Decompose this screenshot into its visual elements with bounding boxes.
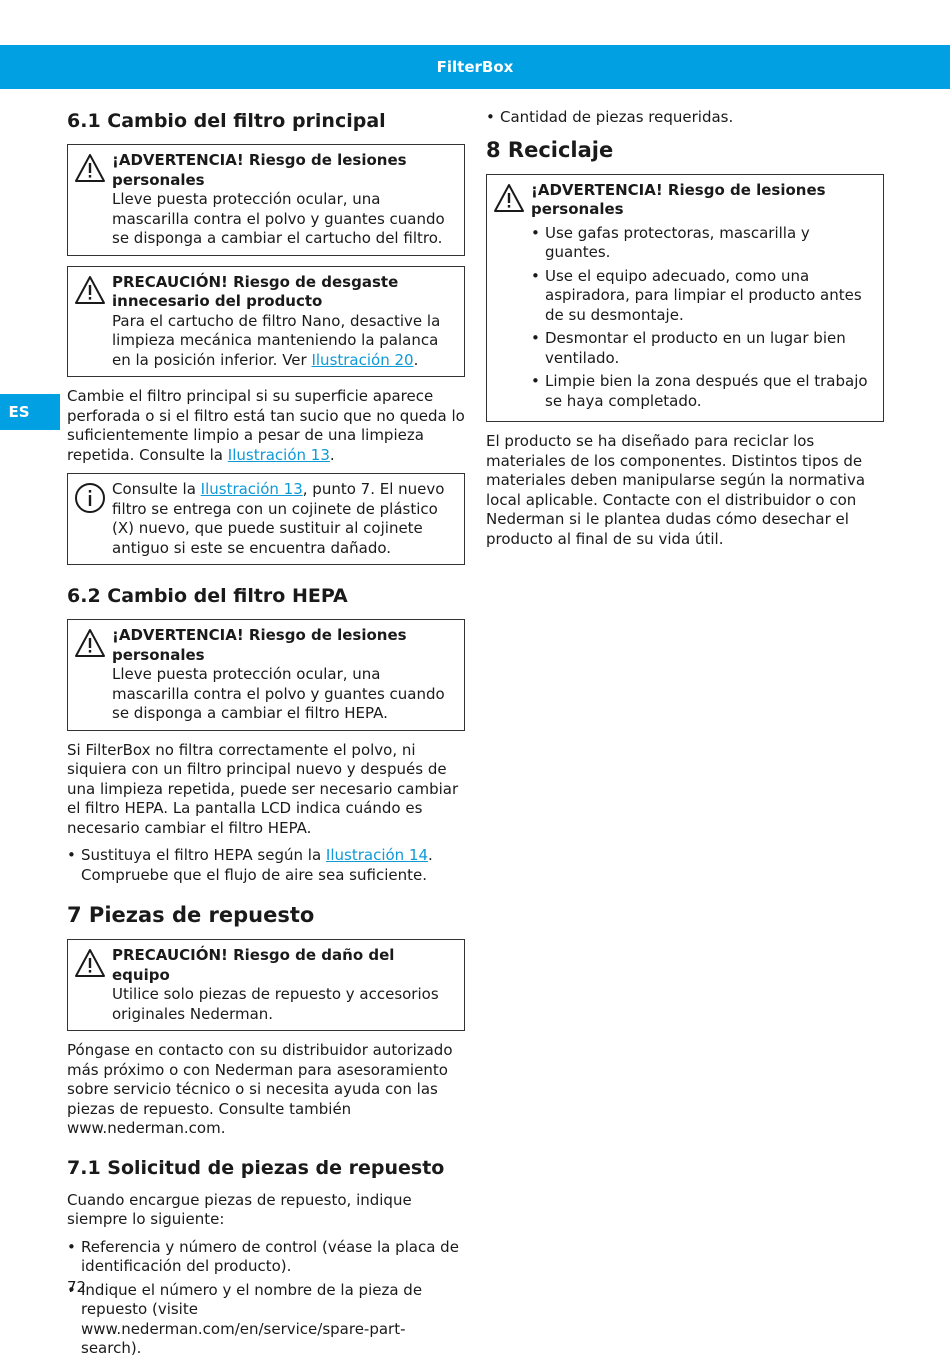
- warning-triangle-icon: [74, 948, 106, 978]
- list-item: • Cantidad de piezas requeridas.: [486, 108, 884, 128]
- recycling-paragraph: El producto se ha diseñado para reciclar los materiales de los componentes. Distintos tipos de materiales deben manipularse según la normativa local aplicable. Contacte con el distribuidor o con Nederman si le plantea dudas cómo desechar el producto al final de su vida útil.: [486, 432, 866, 548]
- recycling-warning-bullets: [531, 224, 875, 412]
- section-7-1-heading: 7.1 Solicitud de piezas de repuesto: [67, 1156, 445, 1179]
- warning-text: Lleve puesta protección ocular, una mascarilla contra el polvo y guantes cuando se disponga a cambiar el cartucho del filtro.: [112, 190, 445, 247]
- warning-box: [486, 174, 884, 423]
- language-tab: [0, 394, 60, 430]
- warning-title: ¡ADVERTENCIA! Riesgo de lesiones personales: [112, 151, 407, 189]
- paragraph-end: .: [329, 445, 335, 464]
- left-column: [67, 108, 465, 1367]
- caution-text-part: Para el cartucho de filtro Nano, desactive la limpieza mecánica manteniendo la palanca en la posición inferior. Ver: [112, 311, 441, 369]
- paragraph-text: Cambie el filtro principal si su superficie aparece perforada o si el filtro está tan sucio que no queda lo suficientemente limpio a pesar de una limpieza repetida. Consulte la: [67, 387, 465, 464]
- caution-text-end: .: [413, 350, 419, 369]
- warning-triangle-icon: [74, 628, 106, 658]
- hepa-paragraph: Si FilterBox no filtra correctamente el polvo, ni siquiera con un filtro principal nuevo y después de una limpieza repetida, puede ser necesario cambiar el filtro HEPA. La pantalla LCD indica cuándo es necesario cambiar el filtro HEPA.: [67, 740, 459, 837]
- quantity-bullet: [486, 108, 884, 128]
- caution-title: PRECAUCIÓN! Riesgo de daño del equipo: [112, 946, 395, 984]
- bullet-text: Sustituya el filtro HEPA según la: [81, 846, 326, 864]
- caution-box: [67, 266, 465, 378]
- info-box: [67, 473, 465, 565]
- list-item: • Use el equipo adecuado, como una aspiradora, para limpiar el producto antes de su desmontaje.: [531, 267, 875, 326]
- header-bar: [0, 45, 950, 89]
- caution-text: [112, 312, 456, 371]
- warning-triangle-icon: [74, 275, 106, 305]
- list-item: • Use gafas protectoras, mascarilla y guantes.: [531, 224, 875, 263]
- warning-title: ¡ADVERTENCIA! Riesgo de lesiones personales: [112, 626, 407, 664]
- illustration-20-link[interactable]: Ilustración 20: [311, 350, 414, 369]
- order-paragraph: Cuando encargue piezas de repuesto, indique siempre lo siguiente:: [67, 1190, 412, 1228]
- caution-text: Utilice solo piezas de repuesto y accesorios originales Nederman.: [112, 985, 439, 1023]
- main-filter-paragraph: [67, 387, 465, 465]
- list-item: • Indique el número y el nombre de la pieza de repuesto (visite www.nederman.com/en/service/spare-part-search).: [67, 1281, 465, 1359]
- section-6-2-heading: 6.2 Cambio del filtro HEPA: [67, 585, 348, 607]
- illustration-14-link[interactable]: Ilustración 14: [325, 846, 429, 864]
- language-tab-label: ES: [8, 403, 30, 421]
- illustration-13-link[interactable]: Ilustración 13: [200, 480, 303, 498]
- info-text-end: , punto 7. El nuevo filtro se entrega con un cojinete de plástico (X) nuevo, que puede sustituir al cojinete antiguo si este se encuentra dañado.: [112, 480, 445, 557]
- list-item: • Referencia y número de control (véase la placa de identificación del producto).: [67, 1238, 465, 1277]
- section-8-heading: 8 Reciclaje: [486, 137, 614, 162]
- hepa-bullets: [67, 846, 465, 885]
- caution-box: [67, 939, 465, 1031]
- section-7-heading: 7 Piezas de repuesto: [67, 903, 315, 927]
- warning-text: Lleve puesta protección ocular, una mascarilla contra el polvo y guantes cuando se disponga a cambiar el filtro HEPA.: [112, 665, 445, 722]
- illustration-13-link[interactable]: Ilustración 13: [227, 445, 330, 464]
- spare-parts-paragraph: Póngase en contacto con su distribuidor autorizado más próximo o con Nederman para asesoramiento sobre servicio técnico o si necesita ayuda con las piezas de repuesto. Consulte también www.nederman.com.: [67, 1041, 453, 1137]
- warning-triangle-icon: [493, 183, 525, 213]
- warning-box: [67, 144, 465, 256]
- caution-title: PRECAUCIÓN! Riesgo de desgaste innecesario del producto: [112, 272, 399, 310]
- list-item: • Desmontar el producto en un lugar bien ventilado.: [531, 329, 875, 368]
- list-item: • Limpie bien la zona después que el trabajo se haya completado.: [531, 372, 875, 411]
- bullet-text-end: . Compruebe que el flujo de aire sea suficiente.: [81, 846, 433, 884]
- page-number: 72: [67, 1278, 87, 1296]
- list-item: [67, 846, 465, 885]
- header-title: FilterBox: [436, 58, 514, 76]
- warning-box: [67, 619, 465, 731]
- info-text: [112, 480, 456, 558]
- warning-title: ¡ADVERTENCIA! Riesgo de lesiones personales: [531, 180, 826, 218]
- info-text-part: Consulte la: [112, 480, 201, 498]
- section-6-1-heading: 6.1 Cambio del filtro principal: [67, 110, 386, 132]
- right-column: [486, 108, 884, 557]
- order-bullets: [67, 1238, 465, 1359]
- warning-triangle-icon: [74, 153, 106, 183]
- info-circle-icon: [74, 482, 106, 514]
